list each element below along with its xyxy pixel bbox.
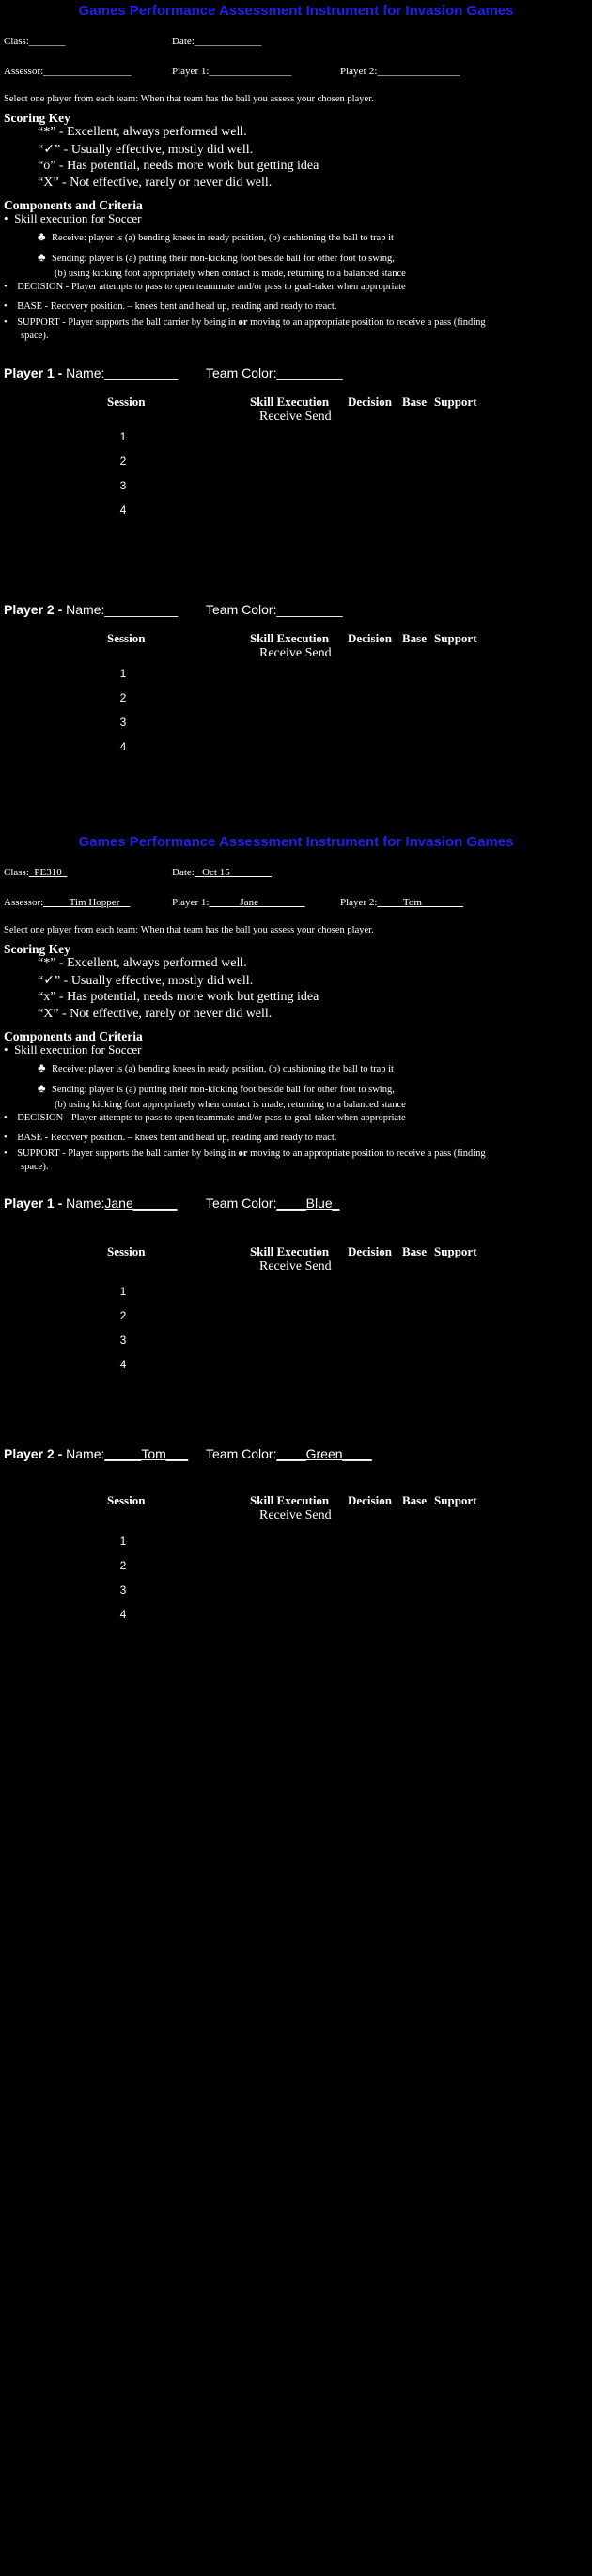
player-label: Player 2 -	[4, 1446, 63, 1461]
player2-name-row	[4, 1446, 188, 1461]
support-criteria: SUPPORT - Player supports the ball carrier by being in	[17, 317, 239, 328]
scoring-item: “X” - Not effective, rarely or never did well.	[38, 176, 273, 190]
player1-team-row	[206, 365, 343, 380]
session-number: 4	[119, 1358, 127, 1371]
session-number: 2	[119, 691, 127, 704]
session-number: 2	[119, 455, 127, 468]
name-value: __________	[104, 602, 179, 617]
send-item	[38, 1081, 395, 1096]
decision-criteria: DECISION - Player attempts to pass to open teammate and/or pass to goal-taker when appropriate	[17, 282, 406, 292]
session-header: Session	[107, 1493, 146, 1507]
skill-heading: Skill execution for Soccer	[14, 1042, 142, 1057]
base-header: Base	[402, 1493, 427, 1507]
session-number: 4	[119, 503, 127, 517]
support-item	[4, 1149, 486, 1159]
receive-send-header: Receive Send	[259, 409, 332, 424]
session-number: 2	[119, 1559, 127, 1572]
date-label: Date:	[172, 36, 195, 47]
name-label: Name:	[62, 365, 105, 380]
team-color-value: ____Green____	[276, 1446, 372, 1461]
receive-send-header: Receive Send	[259, 1259, 332, 1273]
player1-value: ______Jane_________	[209, 897, 305, 908]
scoring-item: “✓” - Usually effective, mostly did well.	[38, 974, 254, 988]
assessor-value: _________________	[43, 66, 132, 77]
skill-header: Skill Execution	[250, 631, 330, 645]
player2-field	[340, 897, 463, 908]
player2-team-row	[206, 602, 343, 617]
skill-heading: Skill execution for Soccer	[14, 211, 142, 225]
skill-header: Skill Execution	[250, 394, 330, 409]
assessor-field	[4, 897, 130, 908]
player2-name-row	[4, 602, 178, 617]
send-item	[38, 250, 395, 265]
support-criteria-end: space).	[21, 1162, 49, 1172]
scoring-heading: Scoring Key	[4, 942, 70, 956]
receive-criteria: Receive: player is (a) bending knees in ready position, (b) cushioning the ball to trap it	[52, 1064, 394, 1074]
name-value: __________	[104, 365, 179, 380]
form-title: Games Performance Assessment Instrument for Invasion Games	[78, 834, 514, 850]
bullet-icon: •	[4, 211, 15, 225]
skill-item	[4, 1042, 141, 1057]
class-label: Class:	[4, 867, 29, 878]
name-value: Jane______	[104, 1195, 178, 1211]
player1-name-row	[4, 1195, 177, 1211]
date-field	[172, 36, 261, 47]
support-header: Support	[434, 1493, 477, 1507]
receive-criteria: Receive: player is (a) bending knees in ready position, (b) cushioning the ball to trap it	[52, 233, 394, 243]
scoring-item: “o” - Has potential, needs more work but getting idea	[38, 159, 319, 173]
session-number: 3	[119, 716, 127, 729]
club-icon: ♣	[38, 229, 53, 243]
decision-item	[4, 1113, 406, 1123]
date-field	[172, 867, 272, 878]
receive-send-header: Receive Send	[259, 1508, 332, 1522]
scoring-item: “x” - Has potential, needs more work but getting idea	[38, 990, 319, 1004]
decision-header: Decision	[348, 1493, 392, 1507]
base-header: Base	[402, 394, 427, 409]
assessor-label: Assessor:	[4, 897, 44, 908]
base-criteria: BASE - Recovery position. – knees bent and head up, reading and ready to react.	[17, 301, 337, 312]
instructions: Select one player from each team: When that team has the ball you assess your chosen player.	[4, 925, 374, 935]
send-criteria-cont: (b) using kicking foot appropriately when contact is made, returning to a balanced stance	[55, 1100, 406, 1110]
player1-team-row	[206, 1195, 339, 1211]
session-number: 4	[119, 1608, 127, 1621]
session-number: 1	[119, 667, 127, 680]
send-criteria: Sending: player is (a) putting their non-kicking foot beside ball for other foot to swing,	[52, 1085, 395, 1095]
components-heading: Components and Criteria	[4, 198, 143, 212]
base-header: Base	[402, 631, 427, 645]
receive-item	[38, 1060, 394, 1075]
scoring-heading: Scoring Key	[4, 111, 70, 125]
decision-header: Decision	[348, 394, 392, 409]
name-label: Name:	[62, 1446, 105, 1461]
form-title: Games Performance Assessment Instrument for Invasion Games	[78, 3, 514, 19]
send-criteria: Sending: player is (a) putting their non-kicking foot beside ball for other foot to swing,	[52, 254, 395, 264]
skill-item	[4, 211, 141, 226]
name-label: Name:	[62, 1195, 105, 1211]
support-header: Support	[434, 631, 477, 645]
session-header: Session	[107, 631, 146, 645]
decision-header: Decision	[348, 631, 392, 645]
base-item	[4, 1133, 336, 1143]
send-criteria-cont: (b) using kicking foot appropriately when contact is made, returning to a balanced stance	[55, 269, 406, 279]
bullet-icon: •	[4, 1113, 18, 1123]
player2-label: Player 2:	[340, 897, 378, 908]
support-header: Support	[434, 394, 477, 409]
class-label: Class:	[4, 36, 29, 47]
team-color-label: Team Color:	[206, 602, 277, 617]
components-heading: Components and Criteria	[4, 1029, 143, 1043]
skill-header: Skill Execution	[250, 1244, 330, 1258]
club-icon: ♣	[38, 250, 53, 264]
skill-header: Skill Execution	[250, 1493, 330, 1507]
date-value: _ Oct 15________	[194, 867, 272, 878]
receive-send-header: Receive Send	[259, 646, 332, 660]
session-number: 2	[119, 1309, 127, 1322]
team-color-label: Team Color:	[206, 1446, 277, 1461]
player1-name-row	[4, 365, 178, 380]
support-item	[4, 317, 486, 328]
support-or: or	[238, 1149, 248, 1159]
receive-item	[38, 229, 394, 244]
bullet-icon: •	[4, 1042, 15, 1057]
bullet-icon: •	[4, 1149, 18, 1159]
scoring-item: “*” - Excellent, always performed well.	[38, 125, 247, 139]
scoring-item: “*” - Excellent, always performed well.	[38, 956, 247, 970]
class-value: _PE310_	[28, 867, 68, 878]
session-number: 3	[119, 479, 127, 492]
player-label: Player 2 -	[4, 602, 63, 617]
team-color-label: Team Color:	[206, 365, 277, 380]
bullet-icon: •	[4, 1133, 18, 1143]
class-field	[4, 867, 67, 878]
team-color-label: Team Color:	[206, 1195, 277, 1211]
session-number: 3	[119, 1334, 127, 1347]
player1-value: ________________	[209, 66, 292, 77]
player2-field	[340, 66, 460, 77]
session-number: 1	[119, 1285, 127, 1298]
session-number: 4	[119, 740, 127, 753]
team-color-value: ____Blue_	[276, 1195, 340, 1211]
player1-field	[172, 66, 291, 77]
class-field	[4, 36, 65, 47]
team-color-value: _________	[276, 602, 343, 617]
base-item	[4, 301, 336, 312]
assessor-value: _____Tim Hopper__	[43, 897, 131, 908]
session-number: 1	[119, 430, 127, 443]
assessor-label: Assessor:	[4, 66, 44, 77]
session-number: 1	[119, 1535, 127, 1548]
scoring-item: “✓” - Usually effective, mostly did well.	[38, 143, 254, 157]
support-header: Support	[434, 1244, 477, 1258]
name-value: _____Tom___	[104, 1446, 189, 1461]
decision-criteria: DECISION - Player attempts to pass to open teammate and/or pass to goal-taker when appropriate	[17, 1113, 406, 1123]
session-header: Session	[107, 394, 146, 409]
support-or: or	[238, 317, 248, 328]
player2-value: _____Tom________	[377, 897, 463, 908]
player2-value: ________________	[377, 66, 460, 77]
player1-label: Player 1:	[172, 897, 210, 908]
team-color-value: _________	[276, 365, 343, 380]
support-criteria-rest: moving to an appropriate position to receive a pass (finding	[247, 317, 486, 328]
assessor-field	[4, 66, 132, 77]
date-value: _____________	[194, 36, 262, 47]
club-icon: ♣	[38, 1060, 53, 1074]
bullet-icon: •	[4, 282, 18, 292]
player-label: Player 1 -	[4, 1195, 63, 1211]
class-value: _______	[28, 36, 66, 47]
session-header: Session	[107, 1244, 146, 1258]
player-label: Player 1 -	[4, 365, 63, 380]
support-criteria-rest: moving to an appropriate position to receive a pass (finding	[247, 1149, 486, 1159]
base-criteria: BASE - Recovery position. – knees bent and head up, reading and ready to react.	[17, 1133, 337, 1143]
player1-field	[172, 897, 304, 908]
base-header: Base	[402, 1244, 427, 1258]
decision-item	[4, 282, 406, 292]
session-number: 3	[119, 1583, 127, 1597]
bullet-icon: •	[4, 301, 18, 312]
name-label: Name:	[62, 602, 105, 617]
support-criteria: SUPPORT - Player supports the ball carrier by being in	[17, 1149, 239, 1159]
instructions: Select one player from each team: When that team has the ball you assess your chosen player.	[4, 94, 374, 104]
scoring-item: “X” - Not effective, rarely or never did well.	[38, 1007, 273, 1021]
bullet-icon: •	[4, 317, 18, 328]
player2-label: Player 2:	[340, 66, 378, 77]
club-icon: ♣	[38, 1081, 53, 1095]
date-label: Date:	[172, 867, 195, 878]
player2-team-row	[206, 1446, 372, 1461]
decision-header: Decision	[348, 1244, 392, 1258]
player1-label: Player 1:	[172, 66, 210, 77]
support-criteria-end: space).	[21, 331, 49, 341]
